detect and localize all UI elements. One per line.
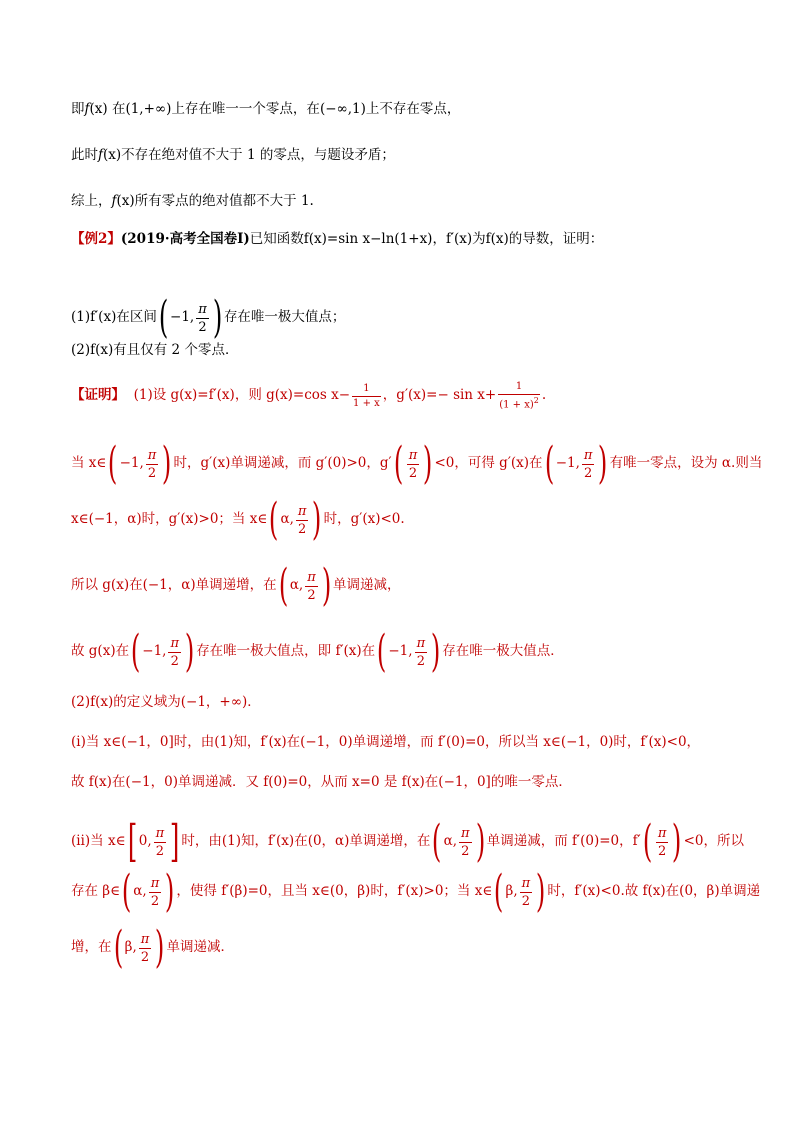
proof-line-10: 存在 β∈ ( α, $\frac{\pi}{2}$ ) ，使得 f′(β)=0，且当 x∈(0，β)时，f′(x)>0；当 x∈ ( β, $\frac{\pi}{2}$ ) 时，f′(x)<0.故 f(x)在(0，β)单调递 <box>71 866 761 917</box>
proof-line-8: 故 f(x)在(−1，0)单调递减．又 f(0)=0，从而 x=0 是 f(x)在(−1，0]的唯一零点． <box>71 774 572 790</box>
proof-line-11: 增，在 ( β, $\frac{\pi}{2}$ ) 单调递减． <box>71 922 234 973</box>
example-question-2: (2)f(x)有且仅有 2 个零点． <box>71 342 239 358</box>
example-question-1: (1)f′(x)在区间 ( −1, $\frac{\pi}{2}$ ) 存在唯一极大值点； <box>71 292 346 343</box>
proof-line-1: 【证明】 (1)设 g(x)=f′(x)，则 g(x)=cos x− $\frac{1}{1 + x}$ ，g′(x)=− sin x+ $\frac{1}{(1 + x)^2}$ . <box>71 381 547 411</box>
proof-line-5: 故 g(x)在 ( −1, $\frac{\pi}{2}$ ) 存在唯一极大值点，即 f′(x)在 ( −1, $\frac{\pi}{2}$ ) 存在唯一极大值点． <box>71 626 564 677</box>
proof-line-2: 当 x∈ ( −1, $\frac{\pi}{2}$ ) 时，g′(x)单调递减，而 g′(0)>0，g′ ( $\frac{\pi}{2}$ ) <0，可得 g′(x)在 ( −1, $\frac{\pi}{2}$ ) 有唯一零点，设为 α.则当 <box>71 438 763 489</box>
proof-line-9: (ⅱ)当 x∈ [ 0, $\frac{\pi}{2}$ ] 时，由(1)知，f′(x)在(0，α)单调递增，在 ( α, $\frac{\pi}{2}$ ) 单调递减，而 f′(0)=0，f′ ( $\frac{\pi}{2}$ ) <0，所以 <box>71 816 744 867</box>
example-heading: 【例2】(2019·高考全国卷Ⅰ)已知函数f(x)=sin x−ln(1+x)，f′(x)为f(x)的导数，证明： <box>71 231 604 247</box>
proof-line-3: x∈(−1，α)时，g′(x)>0；当 x∈ ( α, $\frac{\pi}{2}$ ) 时，g′(x)<0. <box>71 494 405 545</box>
text-line-3: 综上，f(x)所有零点的绝对值都不大于 1. <box>71 193 314 209</box>
proof-line-7: (ⅰ)当 x∈(−1，0]时，由(1)知，f′(x)在(−1，0)单调递增，而 f′(0)=0，所以当 x∈(−1，0)时，f′(x)<0， <box>71 734 701 750</box>
text-line-1: 即f(x) 在(1,+∞)上存在唯一一个零点，在(−∞,1)上不存在零点， <box>71 101 461 117</box>
text-line-2: 此时f(x)不存在绝对值不大于 1 的零点，与题设矛盾； <box>71 147 395 163</box>
proof-line-6: (2)f(x)的定义域为(−1，+∞)． <box>71 694 261 710</box>
proof-line-4: 所以 g(x)在(−1，α)单调递增，在 ( α, $\frac{\pi}{2}$ ) 单调递减， <box>71 560 401 611</box>
